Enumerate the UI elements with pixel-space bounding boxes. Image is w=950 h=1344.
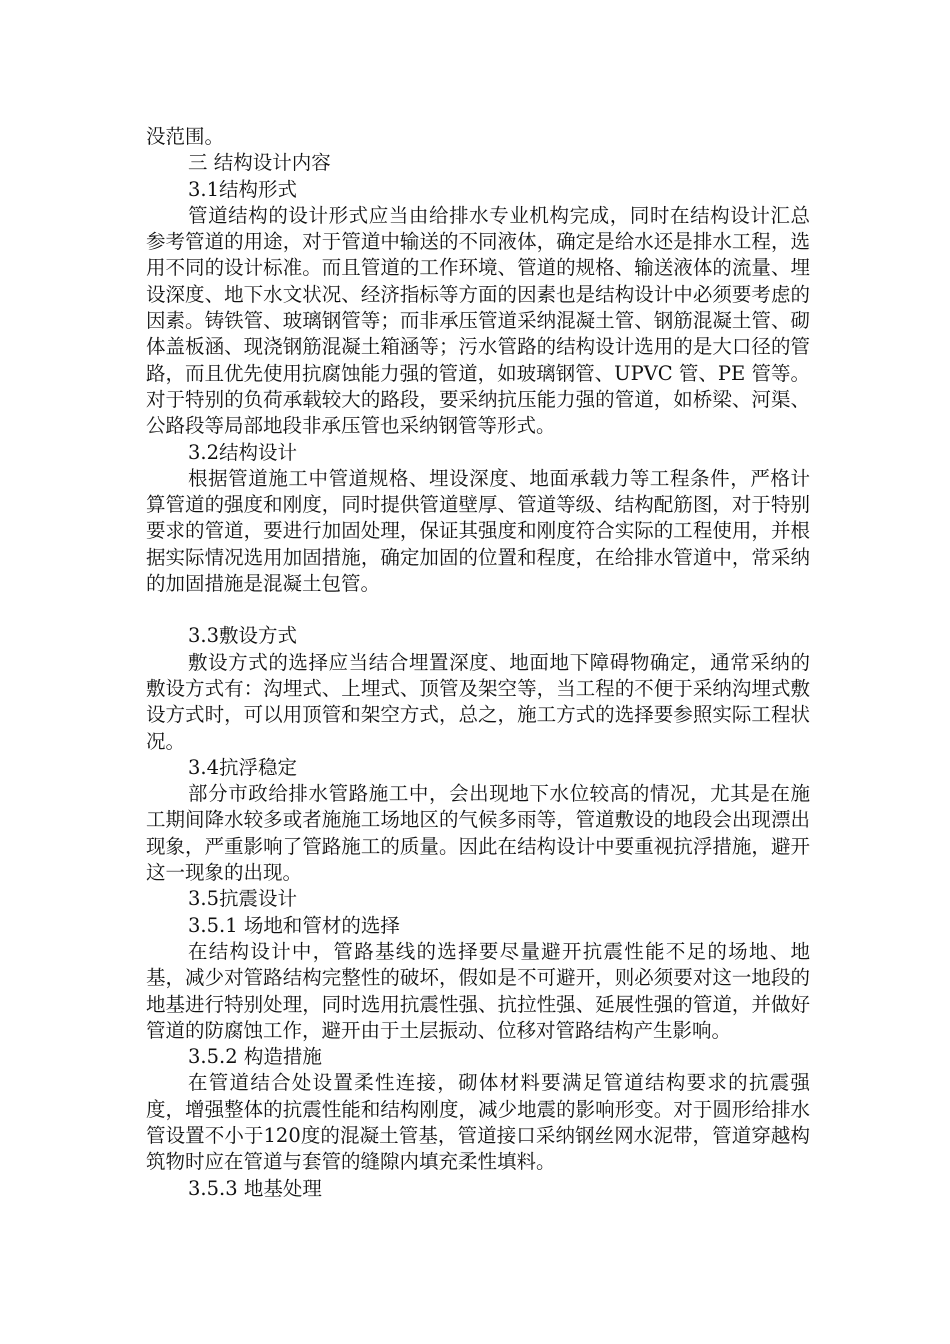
heading-3-4: 3.4抗浮稳定 xyxy=(188,755,298,779)
heading-3-5-2: 3.5.2 构造措施 xyxy=(188,1045,322,1069)
section-heading: 三 结构设计内容 xyxy=(188,151,331,175)
paragraph-3-2: 根据管道施工中管道规格、埋设深度、地面承载力等工程条件，严格计算管道的强度和刚度，同时提供管道壁厚、管道等级、结构配筋图，对于特别要求的管道，要进行加固处理，保证其强度和刚度符合实际的工程使用，并根据实际情况选用加固措施，确定加固的位置和程度，在给排水管道中，常采纳的加固措施是混凝土包管。 xyxy=(146,466,810,596)
heading-3-5: 3.5抗震设计 xyxy=(188,887,298,911)
document-page xyxy=(146,124,810,1202)
heading-3-5-1: 3.5.1 场地和管材的选择 xyxy=(188,913,400,937)
blank-line xyxy=(146,597,810,623)
heading-3-5-3: 3.5.3 地基处理 xyxy=(188,1176,322,1200)
paragraph-3-5-2: 在管道结合处设置柔性连接，砌体材料要满足管道结构要求的抗震强度，增强整体的抗震性能和结构刚度，减少地震的影响形变。对于圆形给排水管设置不小于120度的混凝土管基，管道接口采纳钢丝网水泥带，管道穿越构筑物时应在管道与套管的缝隙内填充柔性填料。 xyxy=(146,1071,810,1174)
heading-3-2: 3.2结构设计 xyxy=(188,440,298,464)
paragraph-3-3: 敷设方式的选择应当结合埋置深度、地面地下障碍物确定，通常采纳的敷设方式有：沟埋式、上埋式、顶管及架空等，当工程的不便于采纳沟埋式敷设方式时，可以用顶管和架空方式，总之，施工方式的选择要参照实际工程状况。 xyxy=(146,650,810,753)
paragraph-3-1: 管道结构的设计形式应当由给排水专业机构完成，同时在结构设计汇总参考管道的用途，对于管道中输送的不同液体，确定是给水还是排水工程，选用不同的设计标准。而且管道的工作环境、管道的规格、输送液体的流量、埋设深度、地下水文状况、经济指标等方面的因素也是结构设计中必须要考虑的因素。铸铁管、玻璃钢管等；而非承压管道采纳混凝土管、钢筋混凝土管、砌体盖板涵、现浇钢筋混凝土箱涵等；污水管路的结构设计选用的是大口径的管路，而且优先使用抗腐蚀能力强的管道，如玻璃钢管、UPVC 管、PE 管等。对于特别的负荷承载较大的路段，要采纳抗压能力强的管道，如桥梁、河渠、公路段等局部地段非承压管也采纳钢管等形式。 xyxy=(146,203,810,438)
heading-3-1: 3.1结构形式 xyxy=(188,177,298,201)
paragraph-3-4: 部分市政给排水管路施工中，会出现地下水位较高的情况，尤其是在施工期间降水较多或者施施工场地区的气候多雨等，管道敷设的地段会出现漂出现象，严重影响了管路施工的质量。因此在结构设计中要重视抗浮措施，避开这一现象的出现。 xyxy=(146,782,810,885)
paragraph-3-5-1: 在结构设计中，管路基线的选择要尽量避开抗震性能不足的场地、地基，减少对管路结构完整性的破坏，假如是不可避开，则必须要对这一地段的地基进行特别处理，同时选用抗震性强、抗拉性强、延展性强的管道，并做好管道的防腐蚀工作，避开由于土层振动、位移对管路结构产生影响。 xyxy=(146,939,810,1042)
heading-3-3: 3.3敷设方式 xyxy=(188,624,298,648)
continuation-text: 没范围。 xyxy=(146,125,225,148)
